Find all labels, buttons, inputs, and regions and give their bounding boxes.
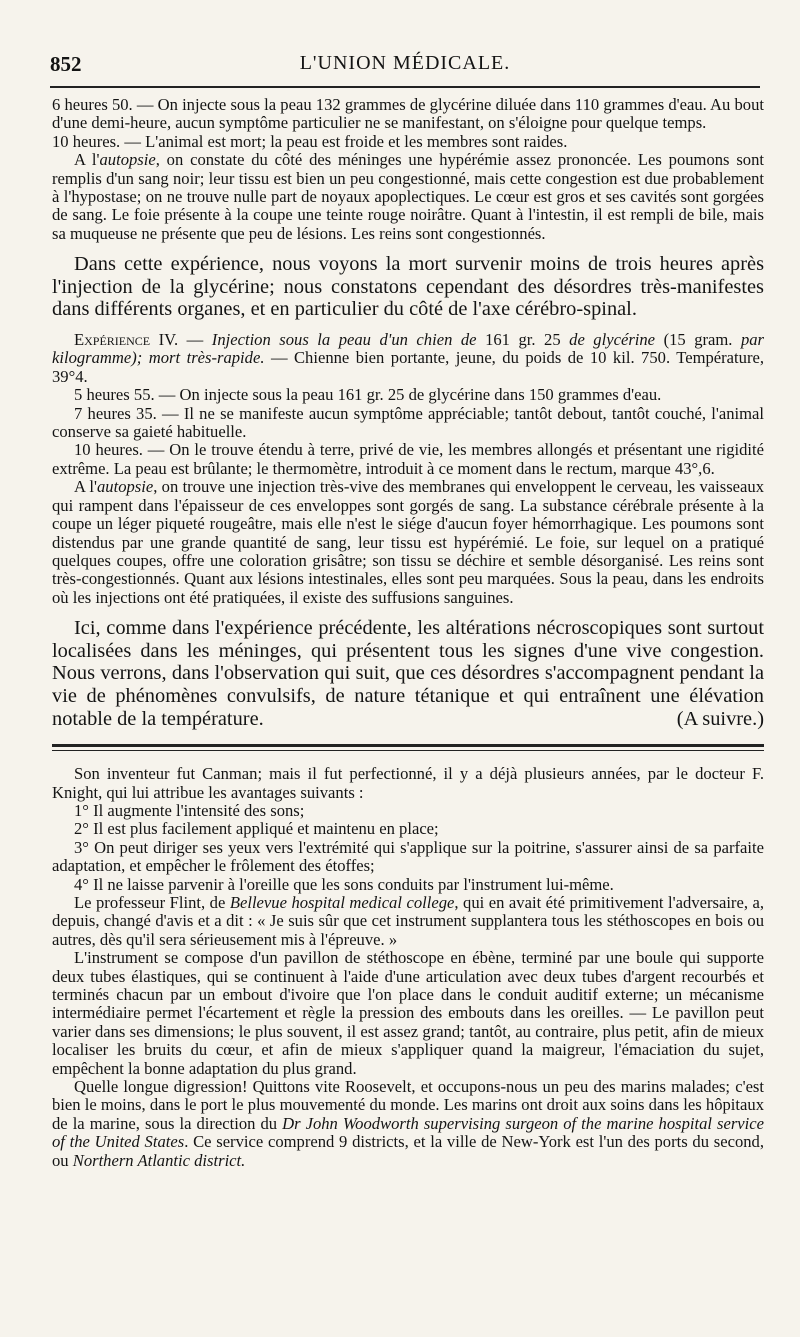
exp4-heading: Expérience IV. — Injection sous la peau d'un chien de 161 gr. 25 de glycérine (15 gram. par kilogramme); mort très-rapide. — Chienne bien portante, jeune, du poids de 10 kil. 750. Température, 39°4. xyxy=(52,330,765,386)
header-rule xyxy=(50,86,760,88)
exp4-commentary: Ici, comme dans l'expérience précédente, les altérations nécroscopiques sont surtout localisées dans les méninges, qui présentent tous les signes d'une vive congestion. Nous verrons, dans l'observation qui suit, que ces désordres s'accompagnent pendant la vie de phénomènes convulsifs, de nature tétanique et qui entraînent une élévation notable de la température. (A suivre.) xyxy=(52,617,764,730)
list-item-3: 3° On peut diriger ses yeux vers l'extrémité qui s'applique sur la poitrine, s'assurer ainsi de sa parfaite adaptation, et empêcher le frôlement des étoffes; xyxy=(52,837,764,876)
exp3-paragraph-1: 6 heures 50. — On injecte sous la peau 132 grammes de glycérine diluée dans 110 grammes d'eau. Au bout d'une demi-heure, aucun symptôme particulier ne se manifestant, on s'éloigne pour quelque temps. xyxy=(52,95,764,133)
list-item-1: 1° Il augmente l'intensité des sons; xyxy=(74,800,305,820)
exp3-autopsy: A l'autopsie, on constate du côté des méninges une hypérémie assez prononcée. Les poumons sont remplis d'un sang noir; leur tissu est bien un peu congestionné, mais cette congestion est due probablement à l'hypostase; on ne trouve nulle part de noyaux apoplectiques. Le cœur est gros et ses cavités sont gorgées de sang. Le foie présente à la coupe une teinte rouge noirâtre. Quant à l'intestin, il est rempli de bile, mais sa muqueuse ne présente que peu de lésions. Les reins sont congestionnés. xyxy=(52,150,764,243)
exp3-commentary: Dans cette expérience, nous voyons la mort survenir moins de trois heures après l'injection de la glycérine; nous constatons cependant des désordres très-manifestes dans différents organes, et en particulier du côté de l'axe cérébro-spinal. xyxy=(52,253,764,321)
page-header xyxy=(50,52,760,82)
exp4-autopsy: A l'autopsie, on trouve une injection très-vive des membranes qui enveloppent le cerveau, les vaisseaux qui rampent dans l'épaisseur de ces enveloppes sont gorgés de sang. La substance cérébrale présente à la coupe un léger piqueté rougeâtre, mais elle n'est le siége d'aucun foyer hémorrhagique. Les poumons sont distendus par une grande quantité de sang, leur tissu est hypérémié. Le foie, sur lequel on a pratiqué quelques coupes, offre une coloration grisâtre; son tissu se déchire et semble désorganisé. Les reins sont très-congestionnés. Quant aux lésions intestinales, elles sont peu marquées. Sous la peau, dans les endroits où les injections ont été pratiquées, il existe des suffusions sanguines. xyxy=(52,477,764,607)
exp3-paragraph-2: 10 heures. — L'animal est mort; la peau est froide et les membres sont raides. xyxy=(52,131,568,151)
feuilleton-separator xyxy=(52,744,764,751)
running-title: L'UNION MÉDICALE. xyxy=(299,52,511,74)
list-item-2: 2° Il est plus facilement appliqué et maintenu en place; xyxy=(74,819,439,839)
article-body xyxy=(52,96,764,1170)
a-suivre: (A suivre.) xyxy=(676,707,764,730)
feuilleton-paragraph-1: Son inventeur fut Canman; mais il fut perfectionné, il y a déjà plusieurs années, par le docteur F. Knight, qui lui attribue les avantages suivants : xyxy=(52,764,764,802)
exp4-paragraph-2: 7 heures 35. — Il ne se manifeste aucun symptôme appréciable; tantôt debout, tantôt couché, l'animal conserve sa gaieté habituelle. xyxy=(52,403,764,442)
list-item-4: 4° Il ne laisse parvenir à l'oreille que les sons conduits par l'instrument lui-même. xyxy=(74,874,614,894)
feuilleton-paragraph-3: L'instrument se compose d'un pavillon de stéthoscope en ébène, terminé par une boule qui supporte deux tubes élastiques, qui se continuent à l'aide d'une articulation avec deux tubes d'argent recourbés et terminés chacun par un embout d'ivoire que l'on place dans le conduit auditif externe; un mécanisme intermédiaire permet l'écartement et règle la pression des embouts dans les oreilles. — Le pavillon peut varier dans ses dimensions; le plus souvent, il est assez grand; tantôt, au contraire, plus petit, afin de mieux localiser les bruits du cœur, et afin de mieux s'appliquer quand la maigreur, l'émaciation du sujet, empêchent la bonne adaptation du plus grand. xyxy=(52,948,764,1078)
exp4-paragraph-3: 10 heures. — On le trouve étendu à terre, privé de vie, les membres allongés et présentant une rigidité extrême. La peau est brûlante; le thermomètre, introduit à ce moment dans le rectum, marque 43°,6. xyxy=(52,440,764,478)
exp4-paragraph-1: 5 heures 55. — On injecte sous la peau 161 gr. 25 de glycérine dans 150 grammes d'eau. xyxy=(74,385,662,405)
feuilleton-paragraph-2: Le professeur Flint, de Bellevue hospital medical college, qui en avait été primitivement l'adversaire, a, depuis, changé d'avis et a dit : « Je suis sûr que cet instrument supplantera tous les stéthoscopes en bois ou autres, dès qu'il sera sérieusement mis à l'épreuve. » xyxy=(52,892,764,949)
feuilleton-paragraph-4: Quelle longue digression! Quittons vite Roosevelt, et occupons-nous un peu des marins malades; c'est bien le moins, dans le port le plus mouvementé du monde. Les marins ont droit aux soins dans les hôpitaux de la marine, sous la direction du Dr John Woodworth supervising surgeon of the marine hospital service of the United States. Ce service comprend 9 districts, et la ville de New-York est l'un des ports du second, ou Northern Atlantic district. xyxy=(52,1077,765,1170)
page-number: 852 xyxy=(50,52,82,76)
